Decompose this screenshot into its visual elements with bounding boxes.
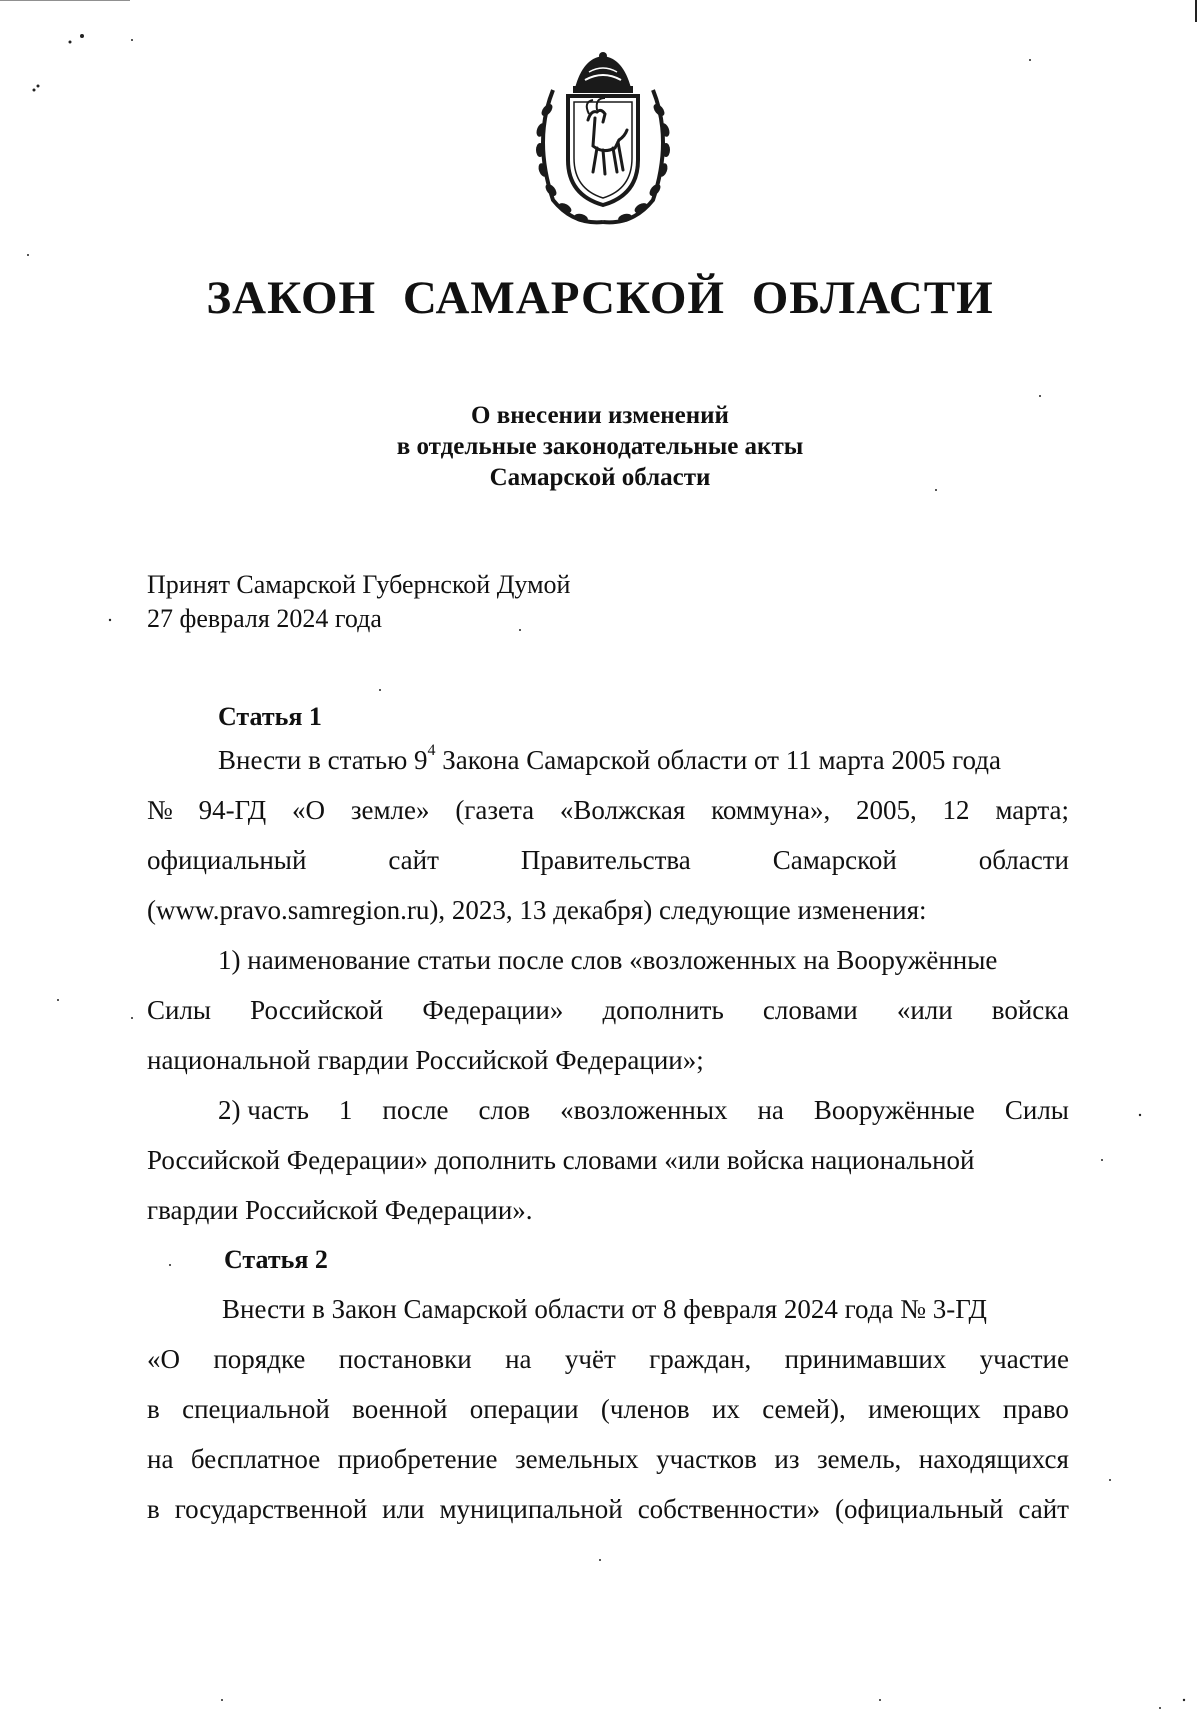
word: порядке xyxy=(213,1344,306,1374)
adoption-info xyxy=(147,568,570,636)
article-2-line xyxy=(147,1492,1069,1526)
word: 2005, xyxy=(856,795,917,825)
article-1-item-2: гвардии Российской Федерации». xyxy=(147,1195,533,1225)
article-2-heading: Статья 2 xyxy=(224,1245,328,1274)
adoption-body: Принят Самарской Губернской Думой xyxy=(147,570,571,599)
word: их xyxy=(711,1394,740,1424)
word: 12 xyxy=(942,795,970,825)
word: (газета xyxy=(455,795,535,825)
word: муниципальной xyxy=(439,1494,623,1524)
word: учёт xyxy=(564,1344,616,1374)
word: (членов xyxy=(600,1394,690,1424)
article-1-item-1: национальной гвардии Российской Федерации»; xyxy=(147,1045,704,1075)
word: бесплатное xyxy=(190,1444,321,1474)
word: сайт xyxy=(388,845,439,875)
article-1-line xyxy=(147,843,1069,877)
word: сайт xyxy=(1018,1494,1069,1524)
word: государственной xyxy=(174,1494,368,1524)
word: «Волжская xyxy=(559,795,686,825)
article-1-line xyxy=(147,793,1069,827)
word: 2) часть xyxy=(218,1095,309,1125)
article-2-line xyxy=(147,1342,1069,1376)
word: принимавших xyxy=(784,1344,947,1374)
word: 94-ГД xyxy=(198,795,267,825)
word: право xyxy=(1002,1394,1069,1424)
article-1-heading: Статья 1 xyxy=(218,702,322,731)
word: на xyxy=(147,1444,174,1474)
word: «возложенных xyxy=(560,1095,728,1125)
article-1-lead-text: Закона Самарской области от 11 марта 2005 года xyxy=(435,745,1001,775)
word: № xyxy=(147,795,173,825)
word: приобретение xyxy=(337,1444,498,1474)
word: участков xyxy=(656,1444,757,1474)
law-subject xyxy=(0,400,1200,493)
word: постановки xyxy=(338,1344,472,1374)
article-1-line: (www.pravo.samregion.ru), 2023, 13 декабря) следующие изменения: xyxy=(147,895,927,925)
word: военной xyxy=(352,1394,448,1424)
word: «О xyxy=(292,795,326,825)
word: операции xyxy=(469,1394,579,1424)
word: в xyxy=(147,1494,160,1524)
article-2-line xyxy=(147,1442,1069,1476)
word: в xyxy=(147,1394,160,1424)
word: Российской xyxy=(250,995,384,1025)
word: собственности» xyxy=(637,1494,821,1524)
word: слов xyxy=(478,1095,531,1125)
word: земле» xyxy=(350,795,430,825)
word: граждан, xyxy=(649,1344,752,1374)
article-1-lead-text: Внести в статью 9 xyxy=(218,745,428,775)
law-title: ЗАКОН САМАРСКОЙ ОБЛАСТИ xyxy=(206,272,994,324)
samara-region-coat-of-arms-icon xyxy=(523,50,683,230)
word: специальной xyxy=(182,1394,330,1424)
word: 1 xyxy=(338,1095,353,1125)
word: Силы xyxy=(1004,1095,1069,1125)
article-2-line: Внести в Закон Самарской области от 8 февраля 2024 года № 3-ГД xyxy=(222,1294,987,1324)
word: имеющих xyxy=(868,1394,981,1424)
word: войска xyxy=(991,995,1069,1025)
word: дополнить xyxy=(602,995,724,1025)
word: из xyxy=(774,1444,800,1474)
article-number-superscript: 4 xyxy=(427,742,436,759)
word: Силы xyxy=(147,995,212,1025)
word: земельных xyxy=(514,1444,639,1474)
word: после xyxy=(382,1095,449,1125)
word: «О xyxy=(147,1344,180,1374)
article-2-line xyxy=(147,1392,1069,1426)
article-1-item-2: Российской Федерации» дополнить словами «или войска национальной xyxy=(147,1145,975,1175)
word: или xyxy=(382,1494,425,1524)
word: словами xyxy=(762,995,858,1025)
word: Правительства xyxy=(520,845,691,875)
adoption-date: 27 февраля 2024 года xyxy=(147,604,382,633)
word: Вооружённые xyxy=(813,1095,975,1125)
word: (официальный xyxy=(835,1494,1004,1524)
word: коммуна», xyxy=(711,795,831,825)
word: на xyxy=(757,1095,784,1125)
law-subject-line: О внесении изменений xyxy=(471,402,729,429)
word: марта; xyxy=(995,795,1069,825)
word: на xyxy=(505,1344,532,1374)
word: Федерации» xyxy=(422,995,564,1025)
word: земель, xyxy=(817,1444,902,1474)
article-1-item-1 xyxy=(147,993,1069,1027)
article-1-line xyxy=(218,743,1069,777)
law-subject-line: Самарской области xyxy=(489,464,711,491)
word: семей), xyxy=(762,1394,846,1424)
word: официальный xyxy=(147,845,307,875)
word: Самарской xyxy=(772,845,897,875)
word: «или xyxy=(896,995,953,1025)
article-1-item-2 xyxy=(218,1093,1069,1127)
word: области xyxy=(978,845,1069,875)
article-1-item-1: 1) наименование статьи после слов «возложенных на Вооружённые xyxy=(218,945,998,975)
word: участие xyxy=(979,1344,1069,1374)
word: находящихся xyxy=(918,1444,1069,1474)
law-subject-line: в отдельные законодательные акты xyxy=(396,433,804,460)
